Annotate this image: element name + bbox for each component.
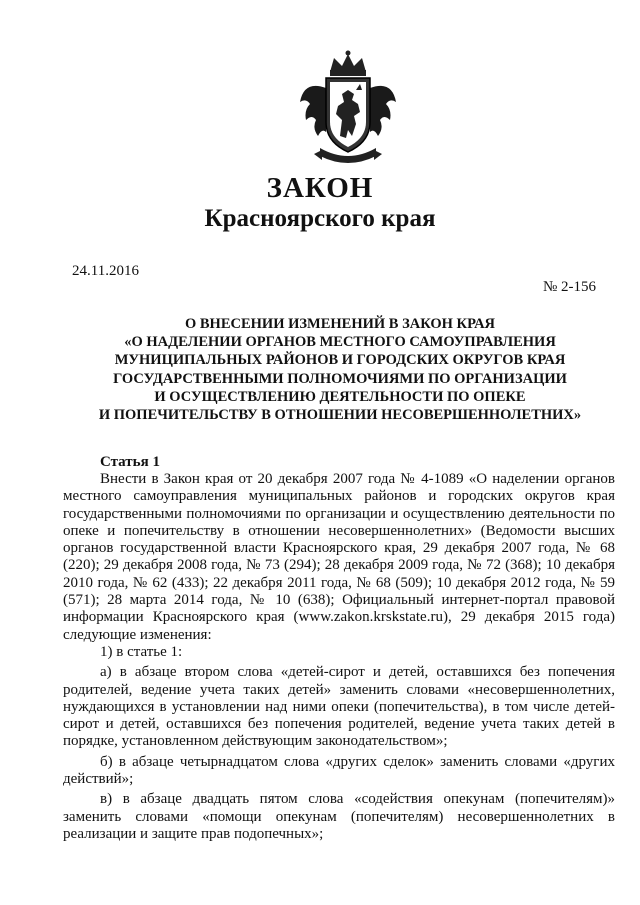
article-paragraph: а) в абзаце втором слова «детей-сирот и детей, оставшихся без попечения родителей, ведение учета таких детей» заменить словами «несовершеннолетних, нуждающихся в установлении над ними опеки (попечительства), в том числе детей-сирот и детей, оставшихся без попечения родителей, ведение учета таких детей в порядке, установленном действующим законодательством»; — [63, 664, 615, 750]
law-title — [40, 315, 640, 424]
article-body — [63, 471, 615, 843]
law-title-line: И ПОПЕЧИТЕЛЬСТВУ В ОТНОШЕНИИ НЕСОВЕРШЕННОЛЕТНИХ» — [98, 407, 582, 424]
document-subtitle: Красноярского края — [204, 205, 436, 232]
law-title-line: ГОСУДАРСТВЕННЫМИ ПОЛНОМОЧИЯМИ ПО ОРГАНИЗАЦИИ — [113, 370, 567, 387]
law-title-line: О ВНЕСЕНИИ ИЗМЕНЕНИЙ В ЗАКОН КРАЯ — [184, 316, 496, 332]
article-paragraph: Внести в Закон края от 20 декабря 2007 года № 4-1089 «О наделении органов местного самоуправления муниципальных районов и городских округов края государственными полномочиями по организации и осуществлению деятельности по опеке и попечительству в отношении несовершеннолетних» (Ведомости высших органов государственной власти Красноярского края, 29 декабря 2007 года, № 68 (220); 29 декабря 2008 года, № 73 (294); 28 декабря 2009 года, № 72 (368); 10 декабря 2010 года, № 62 (433); 22 декабря 2011 года, № 68 (509); 10 декабря 2012 года, № 59 (571); 28 марта 2014 года, № 10 (638); Официальный интернет-портал правовой информации Красноярского края (www.zakon.krskstate.ru), 29 декабря 2015 года) следующие изменения: — [63, 471, 615, 643]
law-title-line: И ОСУЩЕСТВЛЕНИЮ ДЕЯТЕЛЬНОСТИ ПО ОПЕКЕ — [154, 388, 526, 405]
law-title-line: «О НАДЕЛЕНИИ ОРГАНОВ МЕСТНОГО САМОУПРАВЛЕНИЯ — [124, 334, 556, 351]
law-title-line: МУНИЦИПАЛЬНЫХ РАЙОНОВ И ГОРОДСКИХ ОКРУГОВ КРАЯ — [114, 352, 566, 369]
document-date: 24.11.2016 — [72, 263, 139, 279]
document-title: ЗАКОН — [266, 172, 374, 204]
article-paragraph: б) в абзаце четырнадцатом слова «других сделок» заменить словами «других действий»; — [63, 753, 615, 788]
document-number: № 2-156 — [543, 279, 597, 295]
article-paragraph: в) в абзаце двадцать пятом слова «содействия опекунам (попечителям)» заменить словами «помощи опекунам (попечителям) несовершеннолетних в реализации и защите прав подопечных»; — [63, 791, 615, 842]
article-heading: Статья 1 — [100, 454, 160, 470]
krasnoyarsk-coat-of-arms-icon — [296, 50, 400, 168]
article-paragraph: 1) в статье 1: — [100, 643, 183, 660]
